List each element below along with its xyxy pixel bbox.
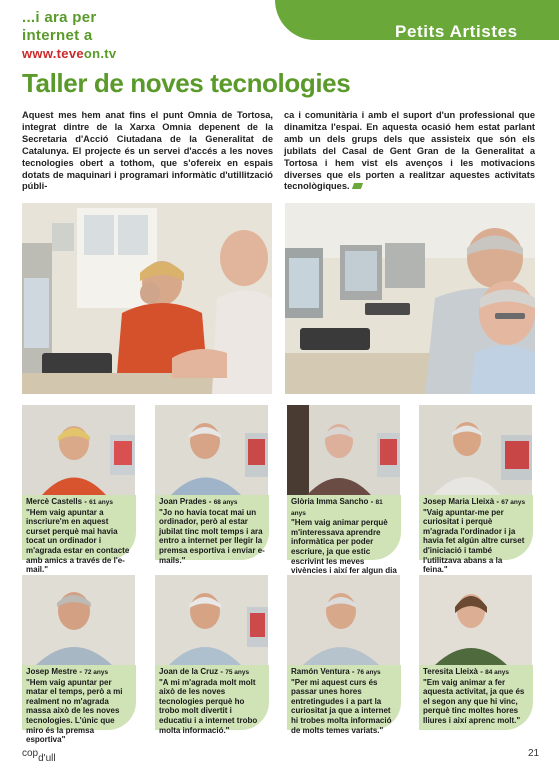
section-title: Petits Artistes bbox=[395, 22, 518, 41]
portrait-image bbox=[155, 405, 268, 495]
magazine-brand-part-2: d'ull bbox=[38, 753, 56, 764]
page-number: 21 bbox=[528, 748, 540, 759]
person-quote: "Hem vaig animar perquè m'interessava aprendre informàtica per poder escriure, ja que estic escrivint les meves vivències i així fer algun dia bbox=[291, 518, 397, 576]
end-of-article-mark bbox=[352, 183, 363, 189]
portrait-image bbox=[287, 405, 400, 495]
person-caption: Joan de la Cruz - 75 anys "A mi m'agrada molt molt això de les noves tecnologies perquè ho trobo molt divertit i educatiu i a internet trobo molta informació." bbox=[155, 665, 269, 730]
portrait-photo bbox=[22, 575, 135, 665]
group-photo-left bbox=[22, 203, 272, 394]
person-card-1 bbox=[22, 405, 135, 575]
person-age: 67 anys bbox=[501, 499, 526, 506]
person-age: 68 anys bbox=[213, 499, 238, 506]
site-url-part-1: www.teve bbox=[22, 46, 84, 61]
person-card-2 bbox=[155, 405, 268, 565]
site-url-part-2: on.tv bbox=[83, 46, 117, 61]
person-caption: Teresita Lleixà - 84 anys "Em vaig animar a fer aquesta activitat, ja que és el segon any que hi vinc, perquè tinc moltes hores lliures i així aprenc molt." bbox=[419, 665, 533, 730]
person-age: 84 anys bbox=[485, 669, 509, 676]
person-quote: "Hem vaig apuntar per matar el temps, però a mi realment no m'agrada massa això de les noves tecnologies. L'únic que miro és la premsa esportiva" bbox=[26, 677, 123, 745]
person-card-3 bbox=[287, 405, 400, 576]
portrait-image bbox=[419, 405, 532, 495]
person-name: Joan Prades bbox=[159, 497, 207, 506]
group-photo-right bbox=[285, 203, 535, 394]
person-name: Teresita Lleixà bbox=[423, 667, 478, 676]
person-quote: "Jo no havia tocat mai un ordinador, però al estar jubilat tinc molt temps i ara entro a internet per llegir la premsa esportiva i enviar e-mails." bbox=[159, 507, 265, 565]
person-age: 72 anys bbox=[84, 669, 109, 676]
portrait-image bbox=[22, 575, 135, 665]
person-age: 61 anys bbox=[89, 499, 113, 506]
portrait-photo bbox=[419, 575, 532, 665]
person-card-7 bbox=[287, 575, 400, 735]
person-caption: Joan Prades - 68 anys "Jo no havia tocat mai un ordinador, però al estar jubilat tinc molt temps i ara entro a internet per llegir la premsa esportiva i enviar e-mails." bbox=[155, 495, 269, 560]
person-card-8 bbox=[419, 575, 532, 730]
portrait-photo bbox=[22, 405, 135, 495]
person-caption: Mercè Castells - 61 anys "Hem vaig apuntar a inscriure'm en aquest curset perquè mai havia tocat un ordinador i m'agrada estar en contacte amb amics a través de l'e-mail." bbox=[22, 495, 136, 560]
person-age: 75 anys bbox=[225, 669, 250, 676]
tagline-line-2: internet a bbox=[22, 27, 93, 44]
article-column-2 bbox=[284, 110, 535, 193]
person-quote: "Hem vaig apuntar a inscriure'm en aquest curset perquè mai havia tocat un ordinador i m'agrada estar en contacte amb amics a través de l'e-mail." bbox=[26, 507, 130, 575]
portrait-image bbox=[419, 575, 532, 665]
person-caption: Josep Mestre - 72 anys "Hem vaig apuntar per matar el temps, però a mi realment no m'agrada massa això de les noves tecnologies. L'únic que miro és la premsa esportiva" bbox=[22, 665, 136, 730]
article-column-2-text: ca i comunitària i amb el suport d'un professional que dinamitza l'espai. En aquesta ocasió hem estat parlant amb un dels grups dels que assisteix que són els jubilats del Casal de Gent Gran de la Generalitat a Tortosa i hem vist els avenços i les motivacions diverses que els porten a realitzar aquestes activitats tecnològiques. bbox=[284, 110, 535, 192]
person-card-6 bbox=[155, 575, 268, 735]
portrait-image bbox=[287, 575, 400, 665]
group-photo-right-image bbox=[285, 203, 535, 394]
person-card-5 bbox=[22, 575, 135, 745]
person-quote: "Em vaig animar a fer aquesta activitat, ja que és el segon any que hi vinc, perquè tinc moltes hores lliures i així aprenc molt." bbox=[423, 677, 525, 725]
person-quote: "A mi m'agrada molt molt això de les noves tecnologies perquè ho trobo molt divertit i educatiu i a internet trobo molta informació." bbox=[159, 677, 258, 735]
portrait-image bbox=[155, 575, 268, 665]
portrait-photo bbox=[419, 405, 532, 495]
person-quote: "Per mi aquest curs és passar unes hores entretingudes i a part la curiositat ja que a internet hi trobes molta informació de molts temes variats." bbox=[291, 677, 392, 735]
article-column-1: Aquest mes hem anat fins el punt Omnia de Tortosa, integrat dintre de la Xarxa Omnia depenent de la Secretaria d'Acció Ciutadana de la Generalitat de Catalunya. El projecte és un servei d'accés a les noves tecnologies obert a tothom, que s'ofereix en espais dotats de maquinari i programari informàtic d'utillització públi- bbox=[22, 110, 273, 192]
person-name: Glòria Imma Sancho bbox=[291, 497, 369, 506]
portrait-photo bbox=[287, 405, 400, 495]
person-name: Mercè Castells bbox=[26, 497, 83, 506]
site-url[interactable] bbox=[22, 46, 116, 62]
magazine-brand bbox=[22, 748, 56, 764]
person-caption: Glòria Imma Sancho - 81 anys "Hem vaig animar perquè m'interessava aprendre informàtica per poder escriure, ja que estic escrivint les meves vivències i així fer algun dia bbox=[287, 495, 401, 560]
person-name: Ramón Ventura bbox=[291, 667, 350, 676]
portrait-image bbox=[22, 405, 135, 495]
person-name: Josep Maria Lleixà bbox=[423, 497, 495, 506]
group-photo-left-image bbox=[22, 203, 272, 394]
article-title: Taller de noves tecnologies bbox=[22, 68, 351, 98]
person-age: 81 anys bbox=[291, 499, 383, 517]
person-caption: Ramón Ventura - 76 anys "Per mi aquest curs és passar unes hores entretingudes i a part la curiositat ja que a internet hi trobes molta informació de molts temes variats." bbox=[287, 665, 401, 730]
person-caption: Josep Maria Lleixà - 67 anys "Vaig apuntar-me per curiositat i perquè m'agrada l'ordinador i ja havia fet algún altre curset d'iniciació i també l'utilitzava abans a la feina." bbox=[419, 495, 533, 560]
portrait-photo bbox=[155, 575, 268, 665]
person-name: Josep Mestre bbox=[26, 667, 78, 676]
magazine-brand-part-1: cop bbox=[22, 748, 39, 759]
tagline-line-1: ...i ara per bbox=[22, 9, 97, 26]
portrait-photo bbox=[287, 575, 400, 665]
person-card-4 bbox=[419, 405, 532, 575]
person-name: Joan de la Cruz bbox=[159, 667, 219, 676]
person-age: 76 anys bbox=[356, 669, 381, 676]
person-quote: "Vaig apuntar-me per curiositat i perquè m'agrada l'ordinador i ja havia fet algún altre curset d'iniciació i també l'utilitzava abans a la feina." bbox=[423, 507, 525, 575]
portrait-photo bbox=[155, 405, 268, 495]
